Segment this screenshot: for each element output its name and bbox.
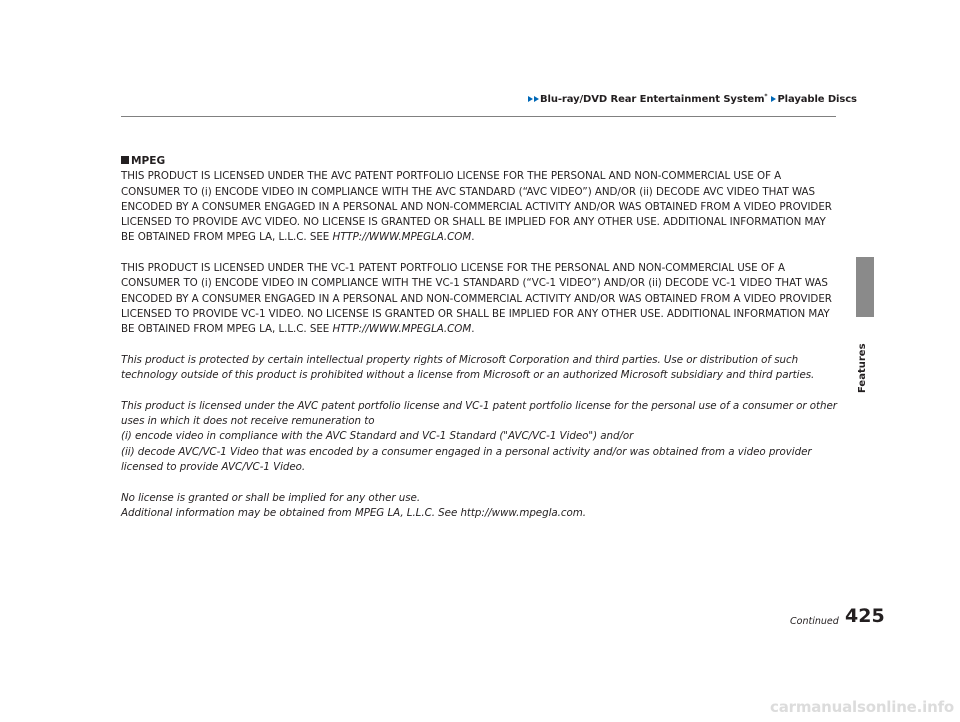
- additional-info-line: Additional information may be obtained from MPEG LA, L.L.C. See http://www.mpegla.com.: [121, 506, 586, 519]
- arrow-right-icon: [534, 96, 539, 102]
- vc1-license-paragraph: THIS PRODUCT IS LICENSED UNDER THE VC-1 PATENT PORTFOLIO LICENSE FOR THE PERSONAL AND NON-COMMERCIAL USE OF A CONSUMER TO (i) ENCODE VIDEO IN COMPLIANCE WITH THE VC-1 STANDARD (“VC-1 VIDEO”) AND/OR (ii) DECODE VC-1 VIDEO THAT WAS ENCODED BY A CONSUMER ENGAGED IN A PERSONAL AND NON-COMMERCIAL ACTIVITY AND/OR WAS OBTAINED FROM A VIDEO PROVIDER LICENSED TO PROVIDE VC-1 VIDEO. NO LICENSE IS GRANTED OR SHALL BE IMPLIED FOR ANY OTHER USE. ADDITIONAL INFORMATION MAY BE OBTAINED FROM MPEG LA, L.L.C. SEE HTTP://WWW.MPEGLA.COM.: [121, 262, 832, 336]
- vc1-license-url: HTTP://WWW.MPEGLA.COM: [332, 323, 472, 336]
- square-bullet-icon: [121, 156, 129, 164]
- avc-vc1-license-paragraph: [121, 399, 841, 475]
- breadcrumb: [528, 93, 857, 105]
- section-tab-marker: [856, 257, 874, 317]
- section-tab-label: Features: [857, 343, 868, 393]
- arrow-right-icon: [528, 96, 533, 102]
- section-heading-text: MPEG: [131, 155, 166, 167]
- avc-license-paragraph: THIS PRODUCT IS LICENSED UNDER THE AVC PATENT PORTFOLIO LICENSE FOR THE PERSONAL AND NON-COMMERCIAL USE OF A CONSUMER TO (i) ENCODE VIDEO IN COMPLIANCE WITH THE AVC STANDARD (“AVC VIDEO”) AND/OR (ii) DECODE AVC VIDEO THAT WAS ENCODED BY A CONSUMER ENGAGED IN A PERSONAL AND NON-COMMERCIAL ACTIVITY AND/OR WAS OBTAINED FROM A VIDEO PROVIDER LICENSED TO PROVIDE AVC VIDEO. NO LICENSE IS GRANTED OR SHALL BE IMPLIED FOR ANY OTHER USE. ADDITIONAL INFORMATION MAY BE OBTAINED FROM MPEG LA, L.L.C. SEE HTTP://WWW.MPEGLA.COM.: [121, 170, 832, 244]
- watermark: carmanualsonline.info: [770, 698, 954, 716]
- section-heading: [121, 154, 841, 169]
- avc-vc1-license-intro: This product is licensed under the AVC patent portfolio license and VC-1 patent portfolio license for the personal use of a consumer or other uses in which it does not receive remuneration to: [121, 399, 837, 428]
- page-body: [121, 154, 841, 536]
- breadcrumb-item-rear-entertainment: Blu-ray/DVD Rear Entertainment System: [540, 94, 765, 105]
- page-number: 425: [845, 605, 885, 627]
- optional-feature-mark: *: [764, 93, 768, 100]
- vc1-license-text: THIS PRODUCT IS LICENSED UNDER THE VC-1 PATENT PORTFOLIO LICENSE FOR THE PERSONAL AND NON-COMMERCIAL USE OF A CONSUMER TO (i) ENCODE VIDEO IN COMPLIANCE WITH THE VC-1 STANDARD (“VC-1 VIDEO”) AND/OR (ii) DECODE VC-1 VIDEO THAT WAS ENCODED BY A CONSUMER ENGAGED IN A PERSONAL AND NON-COMMERCIAL ACTIVITY AND/OR WAS OBTAINED FROM A VIDEO PROVIDER LICENSED TO PROVIDE VC-1 VIDEO. NO LICENSE IS GRANTED OR SHALL BE IMPLIED FOR ANY OTHER USE. ADDITIONAL INFORMATION MAY BE OBTAINED FROM MPEG LA, L.L.C. SEE: [121, 262, 832, 336]
- microsoft-ip-paragraph: This product is protected by certain intellectual property rights of Microsoft Corporation and third parties. Use or distribution of such technology outside of this product is prohibited without a license from Microsoft or an authorized Microsoft subsidiary and third parties.: [121, 353, 815, 382]
- header-rule: [121, 116, 836, 117]
- avc-vc1-license-item-i: (i) encode video in compliance with the AVC Standard and VC-1 Standard ("AVC/VC-1 Video") and/or: [121, 430, 634, 443]
- arrow-right-icon: [771, 96, 776, 102]
- additional-info-paragraph: [121, 491, 841, 522]
- avc-license-text: THIS PRODUCT IS LICENSED UNDER THE AVC PATENT PORTFOLIO LICENSE FOR THE PERSONAL AND NON-COMMERCIAL USE OF A CONSUMER TO (i) ENCODE VIDEO IN COMPLIANCE WITH THE AVC STANDARD (“AVC VIDEO”) AND/OR (ii) DECODE AVC VIDEO THAT WAS ENCODED BY A CONSUMER ENGAGED IN A PERSONAL AND NON-COMMERCIAL ACTIVITY AND/OR WAS OBTAINED FROM A VIDEO PROVIDER LICENSED TO PROVIDE AVC VIDEO. NO LICENSE IS GRANTED OR SHALL BE IMPLIED FOR ANY OTHER USE. ADDITIONAL INFORMATION MAY BE OBTAINED FROM MPEG LA, L.L.C. SEE: [121, 170, 832, 244]
- breadcrumb-item-playable-discs: Playable Discs: [777, 94, 857, 105]
- no-license-line: No license is granted or shall be implied for any other use.: [121, 491, 421, 504]
- avc-vc1-license-item-ii: (ii) decode AVC/VC-1 Video that was encoded by a consumer engaged in a personal activity and/or was obtained from a video provider licensed to provide AVC/VC-1 Video.: [121, 445, 812, 473]
- continued-label: Continued: [790, 616, 839, 627]
- avc-license-url: HTTP://WWW.MPEGLA.COM: [332, 231, 472, 244]
